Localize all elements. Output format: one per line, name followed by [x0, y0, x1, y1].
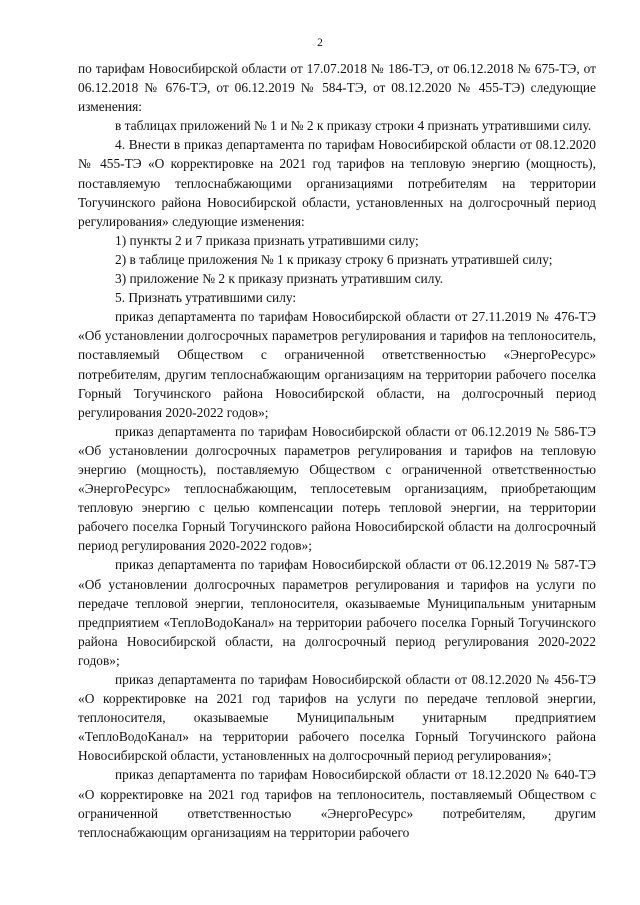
paragraph-order-476: приказ департамента по тарифам Новосибирской области от 27.11.2019 № 476-ТЭ «Об установлении долгосрочных параметров регулирования и тарифов на теплоноситель, поставляемый Обществом с ограниченной ответственностью «ЭнергоРесурс» потребителям, другим теплоснабжающим организациям на территории рабочего поселка Горный Тогучинского района Новосибирской области, на долгосрочный период регулирования 2020-2022 годов»;	[78, 309, 596, 420]
document-body	[78, 59, 596, 842]
paragraph-tables-clause: в таблицах приложений № 1 и № 2 к приказу строки 4 признать утратившими силу.	[115, 118, 592, 134]
paragraph-order-587: приказ департамента по тарифам Новосибирской области от 06.12.2019 № 587-ТЭ «Об установлении долгосрочных параметров регулирования и тарифов на услуги по передаче тепловой энергии, теплоносителя, оказываемые Муниципальным унитарным предприятием «ТеплоВодоКанал» на территории рабочего поселка Горный Тогучинского района Новосибирской области, на долгосрочный период регулирования 2020-2022 годов»;	[78, 557, 596, 668]
paragraph-item-5: 5. Признать утратившими силу:	[115, 290, 297, 306]
paragraph-order-640: приказ департамента по тарифам Новосибирской области от 18.12.2020 № 640-ТЭ «О корректировке на 2021 год тарифов на теплоноситель, поставляемый Обществом с ограниченной ответственностью «ЭнергоРесурс» потребителям, другим теплоснабжающим организациям на территории рабочего	[78, 767, 596, 840]
paragraph-continuation: по тарифам Новосибирской области от 17.07.2018 № 186-ТЭ, от 06.12.2018 № 675-ТЭ, от 06.12.2018 № 676-ТЭ, от 06.12.2019 № 584-ТЭ, от 08.12.2020 № 455-ТЭ) следующие изменения:	[78, 61, 596, 115]
paragraph-subitem-3: 3) приложение № 2 к приказу признать утратившим силу.	[115, 271, 444, 287]
paragraph-subitem-2: 2) в таблице приложения № 1 к приказу строку 6 признать утратившей силу;	[115, 251, 553, 267]
paragraph-item-4: 4. Внести в приказ департамента по тарифам Новосибирской области от 08.12.2020 № 455-ТЭ «О корректировке на 2021 год тарифов на тепловую энергию (мощность), поставляемую теплоснабжающими организациями потребителям на территории Тогучинского района Новосибирской области, установленных на долгосрочный период регулирования» следующие изменения:	[78, 137, 596, 229]
paragraph-subitem-1: 1) пункты 2 и 7 приказа признать утратившими силу;	[115, 232, 419, 248]
page-number: 2	[317, 37, 323, 49]
paragraph-order-456: приказ департамента по тарифам Новосибирской области от 08.12.2020 № 456-ТЭ «О корректировке на 2021 год тарифов на услуги по передаче тепловой энергии, теплоносителя, оказываемые Муниципальным унитарным предприятием «ТеплоВодоКанал» на территории рабочего поселка Горный Тогучинского района Новосибирской области, установленных на долгосрочный период регулирования»;	[78, 672, 596, 764]
paragraph-order-586: приказ департамента по тарифам Новосибирской области от 06.12.2019 № 586-ТЭ «Об установлении долгосрочных параметров регулирования и тарифов на тепловую энергию (мощность), поставляемую Обществом с ограниченной ответственностью «ЭнергоРесурс» теплоснабжающим, теплосетевым организациям, приобретающим тепловую энергию с целью компенсации потерь тепловой энергии, на территории рабочего поселка Горный Тогучинского района Новосибирской области на долгосрочный период регулирования 2020-2022 годов»;	[78, 423, 596, 554]
